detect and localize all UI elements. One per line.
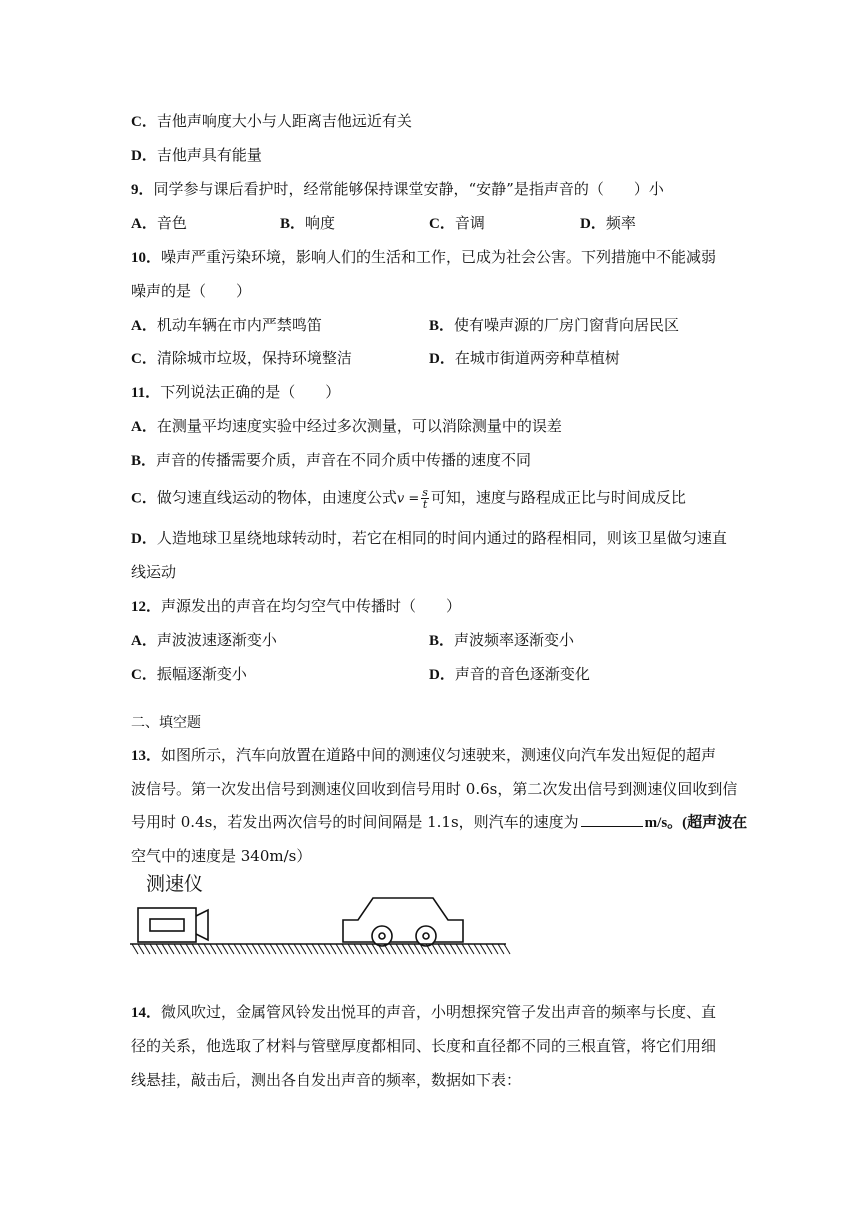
option-text: 声波频率逐渐变小	[454, 631, 575, 649]
question-text: 噪声严重污染环境，影响人们的生活和工作，已成为社会公害。下列措施中不能减弱	[161, 248, 717, 266]
question-text-unit: m/s。(超声波在	[644, 815, 748, 831]
ground-hatch-mark	[324, 944, 330, 954]
option-text: 吉他声响度大小与人距离吉他远近有关	[156, 112, 412, 130]
q10-stem-line2	[131, 281, 251, 301]
ground-hatch-mark	[486, 944, 492, 954]
option-text: 振幅逐渐变小	[156, 665, 247, 683]
q11-option-c	[131, 487, 686, 510]
ground-hatch-mark	[432, 944, 438, 954]
ground-hatch-mark	[162, 944, 168, 954]
ground-hatch-mark	[306, 944, 312, 954]
ground-hatch-mark	[180, 944, 186, 954]
ground-hatch-mark	[258, 944, 264, 954]
ground-hatch-mark	[408, 944, 414, 954]
ground-hatch-mark	[198, 944, 204, 954]
option-text-after: 可知，速度与路程成正比与时间成反比	[430, 488, 686, 507]
ground-hatch-mark	[312, 944, 318, 954]
option-text: 音调	[454, 214, 485, 232]
q10-option-a	[131, 315, 322, 336]
figure-label: 测速仪	[146, 873, 204, 895]
option-text: 在城市街道两旁种草植树	[454, 349, 620, 367]
ground-hatch-mark	[438, 944, 444, 954]
q9-option-d	[580, 213, 636, 234]
q11-option-d-line1	[131, 528, 727, 549]
option-label: C．	[131, 667, 157, 683]
formula-denominator: t	[422, 498, 428, 511]
option-label: B．	[131, 453, 157, 469]
ground-hatch-mark	[168, 944, 174, 954]
option-text: 音色	[156, 214, 187, 232]
q14-line2	[131, 1036, 716, 1056]
option-label: A．	[131, 633, 157, 649]
q9-option-a	[131, 213, 187, 234]
ground-hatch-mark	[450, 944, 456, 954]
ground-hatch-mark	[396, 944, 402, 954]
q8-option-d	[131, 145, 262, 166]
option-label: D．	[429, 667, 455, 683]
ground-hatch-mark	[186, 944, 192, 954]
question-number: 11．	[131, 385, 161, 401]
option-label: B．	[280, 216, 306, 232]
option-text: 频率	[605, 214, 636, 232]
question-text: 号用时 0.4s，若发出两次信号的时间间隔是 1.1s，则汽车的速度为	[131, 813, 579, 831]
road-ground	[130, 944, 510, 954]
question-text: 空气中的速度是 340m/s）	[131, 847, 312, 865]
question-text: 声源发出的声音在均匀空气中传播时（ ）	[161, 597, 462, 615]
ground-hatch-mark	[264, 944, 270, 954]
q12-option-c	[131, 664, 247, 685]
q9-option-b	[280, 213, 335, 234]
ground-hatch-mark	[360, 944, 366, 954]
ground-hatch-mark	[318, 944, 324, 954]
ground-hatch-mark	[468, 944, 474, 954]
ground-hatch-mark	[390, 944, 396, 954]
q9-option-c	[429, 213, 485, 234]
option-label: B．	[429, 633, 455, 649]
ground-hatch-mark	[210, 944, 216, 954]
ground-hatch-mark	[252, 944, 258, 954]
question-text: 噪声的是（ ）	[131, 282, 252, 300]
ground-hatch-mark	[474, 944, 480, 954]
q10-option-c	[131, 348, 352, 369]
ground-hatch-mark	[354, 944, 360, 954]
q13-line1	[131, 745, 716, 766]
ground-hatch-mark	[174, 944, 180, 954]
ground-hatch-mark	[492, 944, 498, 954]
ground-hatch-mark	[132, 944, 138, 954]
option-label: C．	[131, 351, 157, 367]
ground-hatch-mark	[366, 944, 372, 954]
ground-hatch-mark	[138, 944, 144, 954]
q14-line1	[131, 1002, 716, 1023]
ground-hatch-mark	[144, 944, 150, 954]
question-text: 波信号。第一次发出信号到测速仪回收到信号用时 0.6s，第二次发出信号到测速仪回收到信	[131, 780, 738, 798]
question-text: 同学参与课后看护时，经常能够保持课堂安静，“安静”是指声音的（ ）小	[153, 180, 664, 198]
ground-hatch-mark	[402, 944, 408, 954]
option-text: 做匀速直线运动的物体，由速度公式	[156, 488, 397, 507]
option-label: A．	[131, 419, 157, 435]
q9-stem	[131, 179, 664, 200]
question-number: 13．	[131, 748, 162, 764]
question-text: 下列说法正确的是（ ）	[160, 383, 341, 401]
question-text: 如图所示，汽车向放置在道路中间的测速仪匀速驶来，测速仪向汽车发出短促的超声	[161, 746, 717, 764]
q13-line4	[131, 846, 311, 866]
option-text: 清除城市垃圾，保持环境整洁	[156, 349, 352, 367]
ground-hatch-mark	[222, 944, 228, 954]
ground-hatch-mark	[336, 944, 342, 954]
option-text: 线运动	[131, 563, 177, 581]
ground-hatch-mark	[330, 944, 336, 954]
option-label: D．	[131, 531, 157, 547]
q11-stem	[131, 382, 340, 403]
question-number: 10．	[131, 250, 162, 266]
ground-hatch-mark	[216, 944, 222, 954]
ground-hatch-mark	[480, 944, 486, 954]
section-title: 二、填空题	[131, 715, 201, 731]
option-text: 人造地球卫星绕地球转动时，若它在相同的时间内通过的路程相同，则该卫星做匀速直	[156, 529, 727, 547]
option-label: A．	[131, 216, 157, 232]
q8-option-c	[131, 111, 412, 132]
speed-meter-icon	[138, 908, 208, 942]
ground-hatch-mark	[270, 944, 276, 954]
ground-hatch-mark	[150, 944, 156, 954]
option-text: 声波波速逐渐变小	[156, 631, 277, 649]
ground-hatch-mark	[294, 944, 300, 954]
option-label: D．	[429, 351, 455, 367]
option-text: 声音的传播需要介质，声音在不同介质中传播的速度不同	[156, 451, 532, 469]
question-number: 9．	[131, 182, 154, 198]
car-icon	[343, 898, 463, 946]
option-text: 响度	[305, 214, 336, 232]
ground-hatch-mark	[300, 944, 306, 954]
ground-hatch-mark	[156, 944, 162, 954]
option-text: 吉他声具有能量	[156, 146, 262, 164]
option-label: C．	[131, 114, 157, 130]
velocity-formula-fraction	[421, 487, 429, 510]
ground-hatch-mark	[498, 944, 504, 954]
ground-hatch-mark	[276, 944, 282, 954]
ground-hatch-mark	[204, 944, 210, 954]
ground-hatch-mark	[414, 944, 420, 954]
option-label: D．	[580, 216, 606, 232]
ground-hatch-mark	[348, 944, 354, 954]
q12-option-b	[429, 630, 574, 651]
ground-hatch-mark	[192, 944, 198, 954]
option-label: B．	[429, 318, 455, 334]
ground-hatch-mark	[444, 944, 450, 954]
q10-option-b	[429, 315, 679, 336]
question-number: 14．	[131, 1005, 162, 1021]
ground-hatch-mark	[240, 944, 246, 954]
ground-hatch-mark	[228, 944, 234, 954]
question-text: 线悬挂，敲击后，测出各自发出声音的频率，数据如下表：	[131, 1071, 522, 1089]
q10-stem-line1	[131, 247, 716, 268]
q12-option-a	[131, 630, 277, 651]
velocity-formula-lhs: v =	[396, 491, 420, 507]
option-text: 使有噪声源的厂房门窗背向居民区	[454, 316, 680, 334]
option-label: C．	[131, 490, 157, 507]
option-label: C．	[429, 216, 455, 232]
ground-hatch-mark	[456, 944, 462, 954]
ground-hatch-mark	[246, 944, 252, 954]
formula-numerator: s	[422, 486, 428, 499]
option-text: 机动车辆在市内严禁鸣笛	[156, 316, 322, 334]
ground-hatch-mark	[504, 944, 510, 954]
q12-stem	[131, 596, 461, 617]
question-text: 径的关系，他选取了材料与管壁厚度都相同、长度和直径都不同的三根直管，将它们用细	[131, 1037, 717, 1055]
option-text: 在测量平均速度实验中经过多次测量，可以消除测量中的误差	[156, 417, 562, 435]
speed-meter-figure	[128, 868, 513, 960]
q13-line2	[131, 779, 737, 799]
ground-hatch-mark	[462, 944, 468, 954]
answer-blank[interactable]	[581, 812, 643, 827]
option-label: D．	[131, 148, 157, 164]
ground-hatch-mark	[234, 944, 240, 954]
ground-hatch-mark	[342, 944, 348, 954]
option-label: A．	[131, 318, 157, 334]
question-text: 微风吹过，金属管风铃发出悦耳的声音，小明想探究管子发出声音的频率与长度、直	[161, 1003, 717, 1021]
q10-option-d	[429, 348, 620, 369]
q13-line3	[131, 812, 747, 833]
q11-option-b	[131, 450, 531, 471]
q11-option-a	[131, 416, 562, 437]
q11-option-d-line2	[131, 562, 176, 582]
question-number: 12．	[131, 599, 162, 615]
option-text: 声音的音色逐渐变化	[454, 665, 590, 683]
q12-option-d	[429, 664, 590, 685]
q14-line3	[131, 1070, 521, 1090]
ground-hatch-mark	[282, 944, 288, 954]
ground-hatch-mark	[288, 944, 294, 954]
